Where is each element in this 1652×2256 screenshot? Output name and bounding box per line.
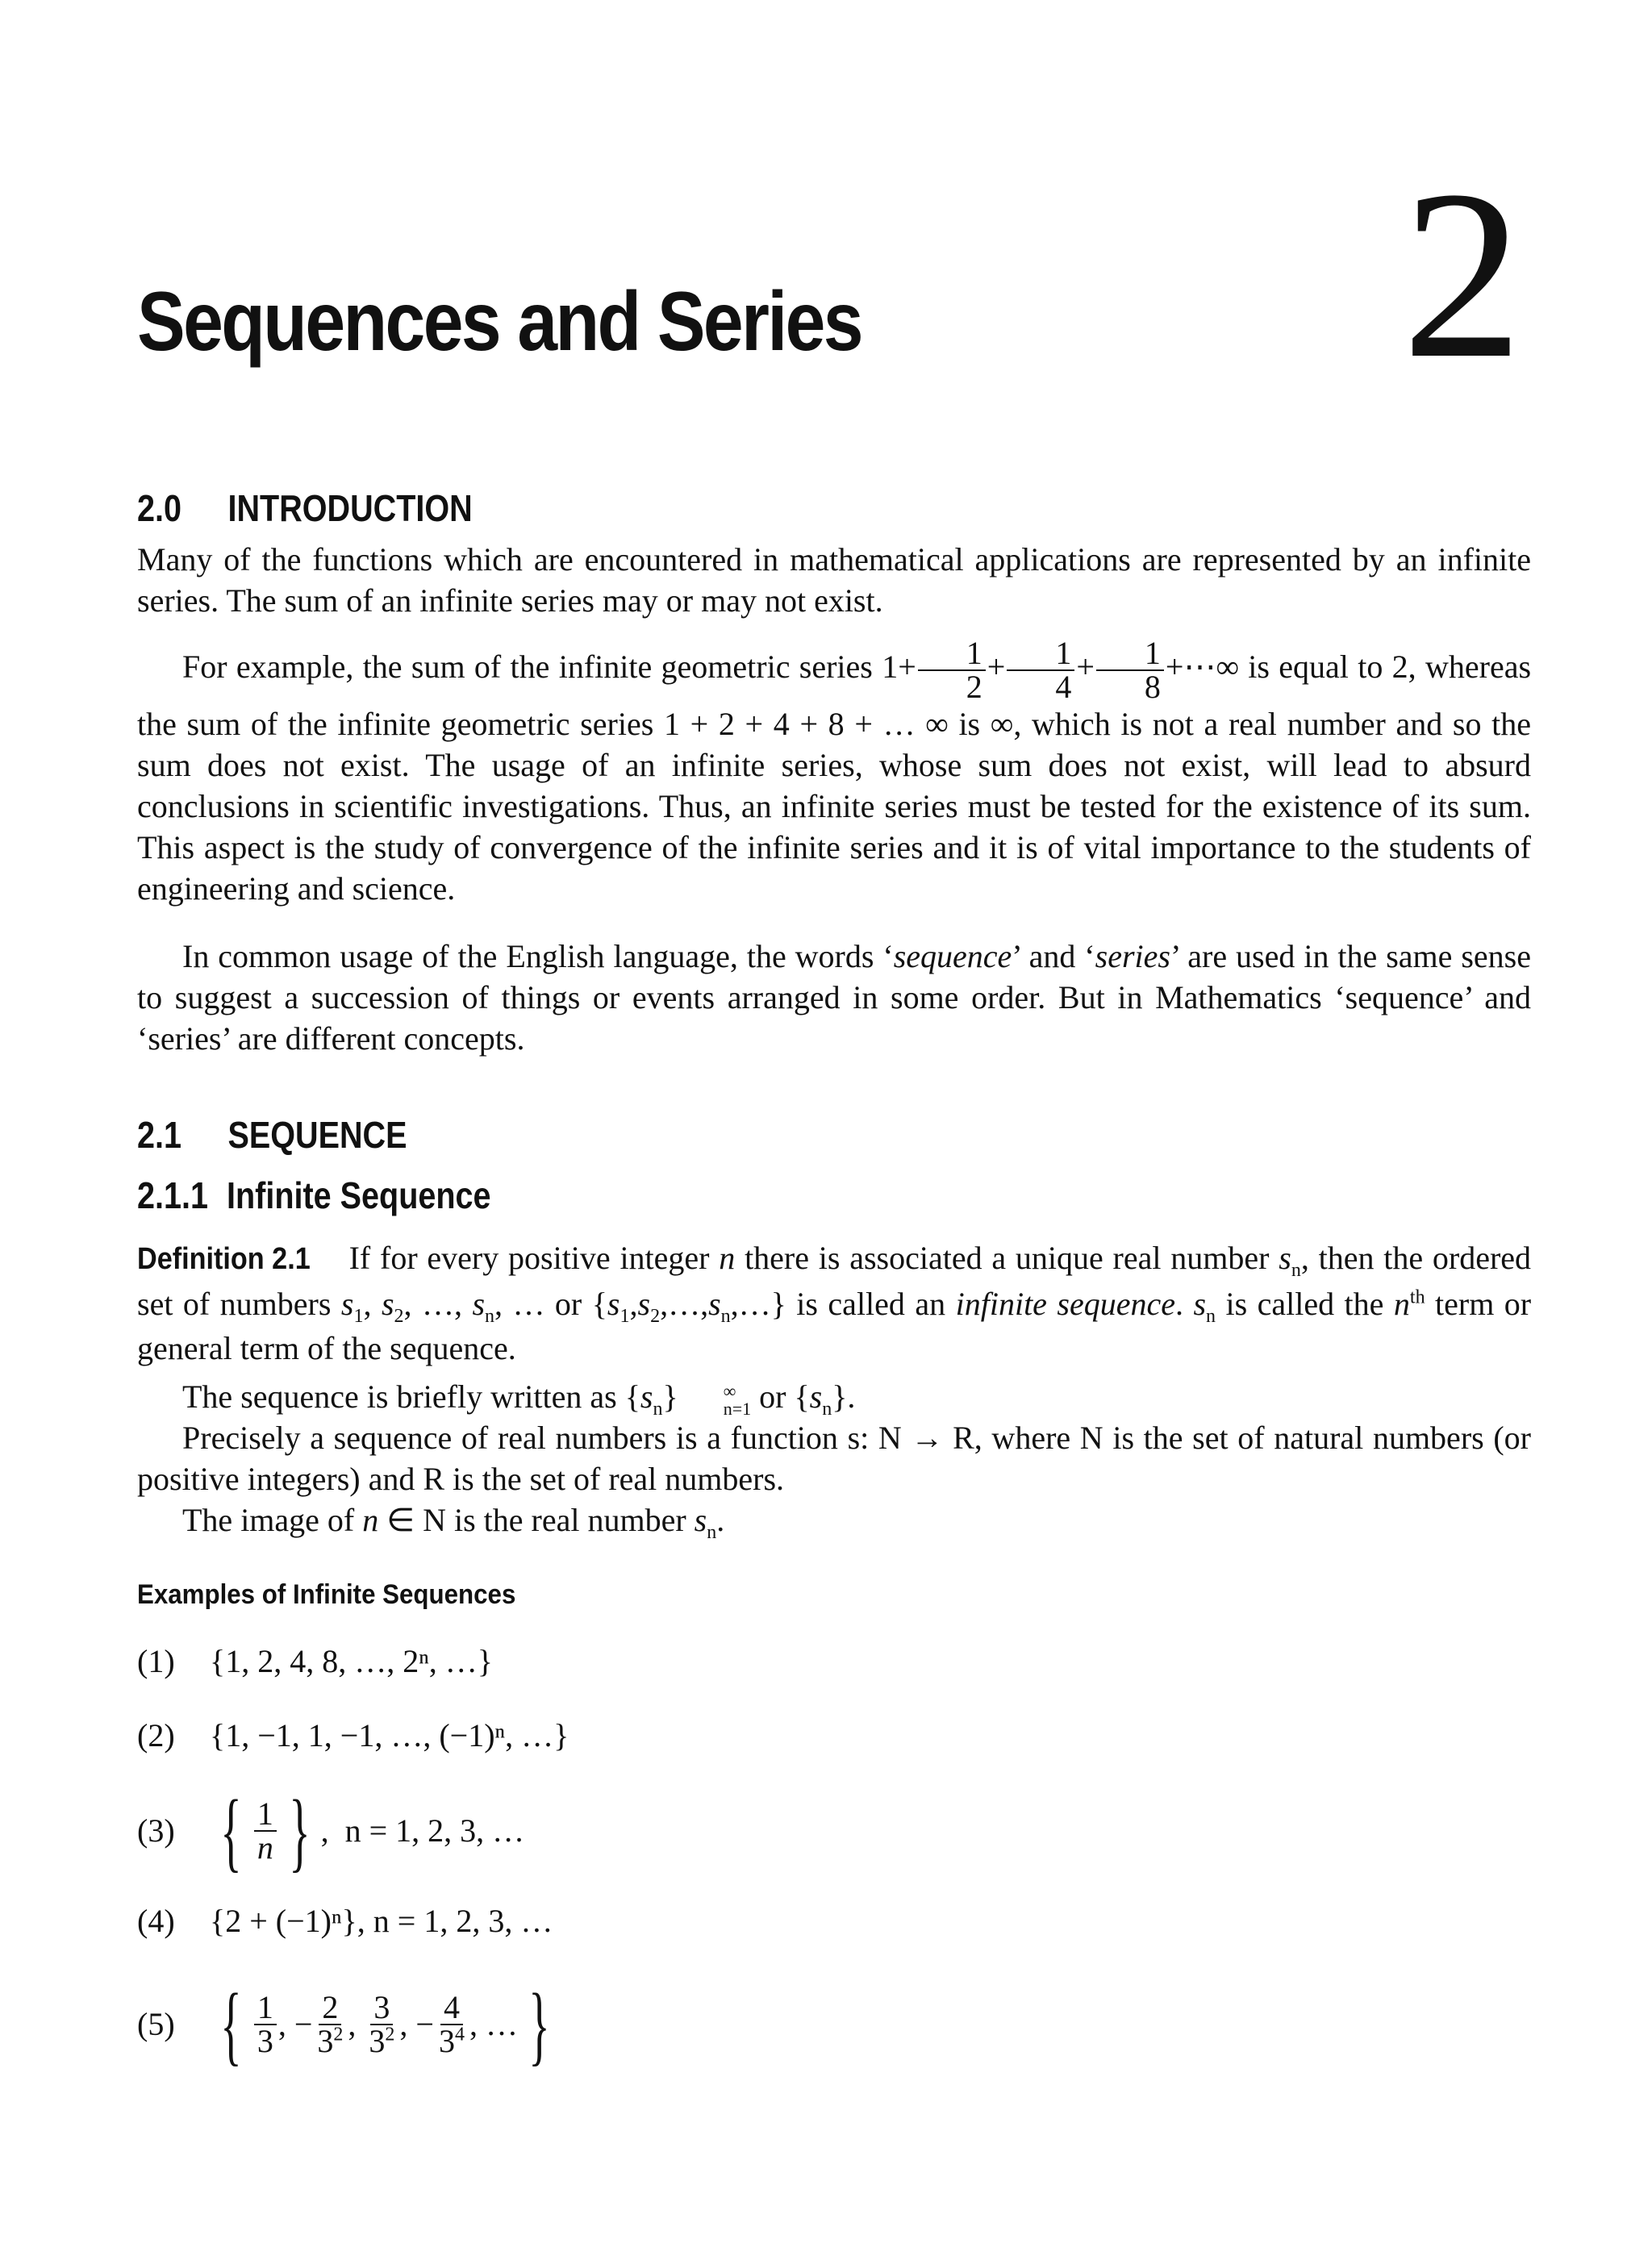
example-2 (137, 1717, 569, 1754)
chapter-title: Sequences and Series (137, 275, 861, 369)
brief-text: The sequence is briefly written as (182, 1378, 617, 1415)
example-number: (3) (137, 1812, 175, 1849)
image-text-a: The image of (182, 1502, 355, 1538)
section-heading-sequence (137, 1113, 407, 1157)
section-number: 2.1 (137, 1114, 181, 1156)
section-number: 2.0 (137, 487, 181, 529)
image-text-b: is the real number (453, 1502, 686, 1538)
example-5 (137, 1975, 561, 2074)
subsection-number: 2.1.1 (137, 1174, 208, 1216)
example-expression: {2 + (−1)ⁿ}, n = 1, 2, 3, … (210, 1903, 553, 1939)
intro-paragraph-1: Many of the functions which are encountered in mathematical applications are represented by an infinite series. The sum of an infinite series may or may not exist. (137, 541, 1531, 619)
example-expression: { $\frac{1}{3}$ , − $\frac{2}{3^2}$ , $\frac{3}{3^2}$ , − $\frac{4}{3^4}$ , … } (220, 1975, 550, 2074)
def-text-b: there is associated a unique real number (745, 1240, 1270, 1276)
example-number: (1) (137, 1643, 175, 1679)
geometric-series-formula: 1+ $\frac{1}{2}$ + $\frac{1}{4}$ + $\frac{1}{8}$ +⋯∞ (882, 635, 1239, 705)
subsection-heading-infinite-sequence (137, 1174, 491, 1217)
p3-word-series: series (1095, 938, 1170, 974)
section-heading-introduction (137, 486, 473, 530)
p3-word-sequence: sequence (893, 938, 1012, 974)
precisely-paragraph: Precisely a sequence of real numbers is a function s: N → R, where N is the set of natural numbers (or positive integers) and R is the set of real numbers. (137, 1420, 1531, 1497)
image-line: The image of n ∈ N is the real number $s_n$. (182, 1502, 725, 1543)
example-expression: {1, 2, 4, 8, …, 2ⁿ, …} (210, 1643, 493, 1679)
intro-paragraph-3 (137, 936, 1531, 1059)
intro-p2-start: For example, the sum of the infinite geometric series (182, 648, 873, 686)
brief-or: or (759, 1378, 786, 1415)
example-expression: { $\frac{1}{n}$ } , n = 1, 2, 3, … (220, 1782, 525, 1880)
example-number: (4) (137, 1903, 175, 1939)
example-3 (137, 1782, 525, 1880)
def-text-c: , then the ordered set of numbers (137, 1240, 1532, 1322)
example-expression: {1, −1, 1, −1, …, (−1)ⁿ, …} (210, 1717, 569, 1754)
example-1 (137, 1645, 493, 1678)
definition-label: Definition 2.1 (137, 1242, 311, 1276)
subsection-title: Infinite Sequence (227, 1174, 491, 1216)
def-text-e: is called the (1225, 1286, 1384, 1322)
example-number: (5) (137, 2006, 175, 2042)
examples-heading: Examples of Infinite Sequences (137, 1579, 516, 1610)
p3-text-c: ’ are used in the same sense to suggest a succession of things or events arranged in some order. But in Mathematics ‘sequence’ and ‘series’ are different concepts. (137, 938, 1531, 1057)
def-term: infinite sequence (955, 1286, 1175, 1322)
def-text-f: term or general term of the sequence. (137, 1286, 1532, 1366)
section-title: INTRODUCTION (227, 487, 473, 529)
intro-paragraph-2 (137, 637, 1531, 909)
def-text-d: is called an (796, 1286, 946, 1322)
section-title: SEQUENCE (227, 1114, 407, 1156)
def-text-a: If for every positive integer (348, 1240, 710, 1276)
example-4 (137, 1905, 553, 1937)
definition-2-1: Definition 2.1 If for every positive integer n there is associated a unique real number $s_n$, then the ordered set of numbers $s_1$, $s_2$, …, $s_n$, … or $\{s_1,s_2,\dots,s_n,\dots\}$ is called an infinite sequence. $s_n$ is called the $n^{th}$ term or general term of the sequence. (137, 1236, 1531, 1370)
example-number: (2) (137, 1717, 175, 1754)
brief-notation-line: The sequence is briefly written as $\{s_n\}$ ∞ n=1 or $\{s_n\}$. (182, 1378, 856, 1420)
p3-text-a: In common usage of the English language, the words ‘ (182, 938, 894, 974)
chapter-number: 2 (1402, 140, 1523, 408)
intro-p2-rest: is equal to 2, whereas the sum of the infinite geometric series 1 + 2 + 4 + 8 + … ∞ is ∞, which is not a real number and so the sum does not exist. The usage of an infinite series, whose sum does not exist, will lead to absurd conclusions in scientific investigations. Thus, an infinite series must be tested for the existence of its sum. This aspect is the study of convergence of the infinite series and it is of vital importance to the students of engineering and science. (137, 648, 1532, 907)
p3-text-b: ’ and ‘ (1012, 938, 1095, 974)
example-3-range: n = 1, 2, 3, … (344, 1812, 525, 1849)
